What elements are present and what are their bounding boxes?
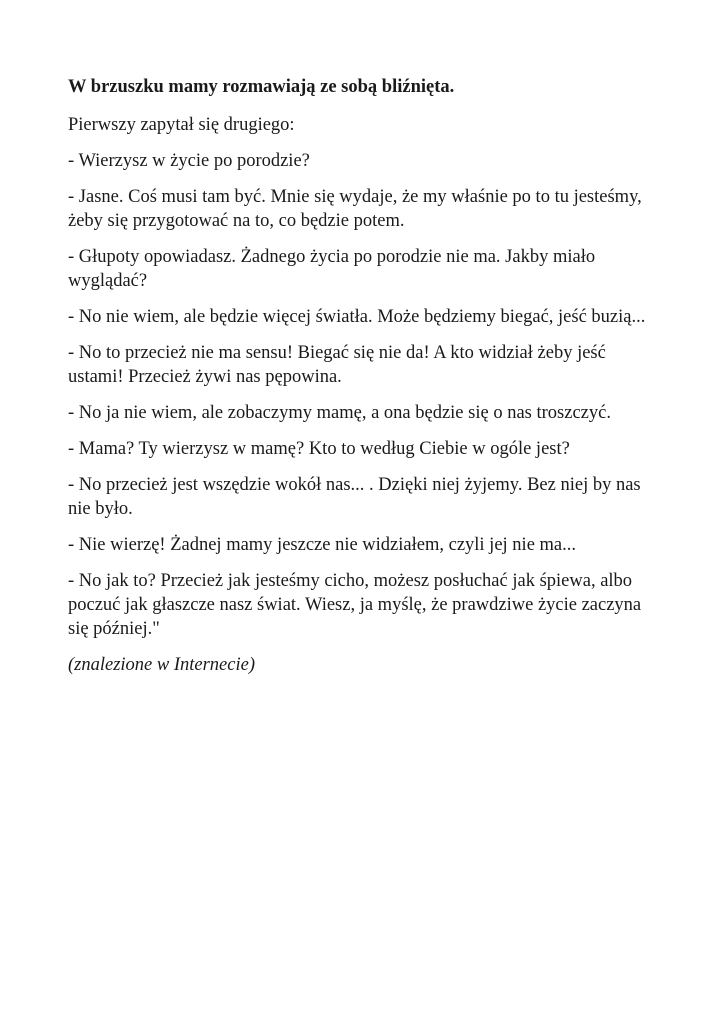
paragraph: - No jak to? Przecież jak jesteśmy cicho, możesz posłuchać jak śpiewa, albo poczuć jak głaszcze nasz świat. Wiesz, ja myślę, że prawdziwe życie zaczyna się później." <box>68 571 642 639</box>
paragraph: - Wierzysz w życie po porodzie? <box>68 151 310 171</box>
paragraph: - No ja nie wiem, ale zobaczymy mamę, a ona będzie się o nas troszczyć. <box>68 403 611 423</box>
document-title: W brzuszku mamy rozmawiają ze sobą bliźnięta. <box>68 77 455 97</box>
paragraph: - Mama? Ty wierzysz w mamę? Kto to według Ciebie w ogóle jest? <box>68 439 570 459</box>
paragraph: - No to przecież nie ma sensu! Biegać się nie da! A kto widział żeby jeść ustami! Przecież żywi nas pępowina. <box>68 343 606 387</box>
paragraph: - Nie wierzę! Żadnej mamy jeszcze nie widziałem, czyli jej nie ma... <box>68 535 577 555</box>
paragraph: - No przecież jest wszędzie wokół nas... . Dzięki niej żyjemy. Bez niej by nas nie było. <box>68 475 641 519</box>
paragraph: - Jasne. Coś musi tam być. Mnie się wydaje, że my właśnie po to tu jesteśmy, żeby się przygotować na to, co będzie potem. <box>68 187 642 231</box>
document-body <box>68 75 658 677</box>
paragraph: - Głupoty opowiadasz. Żadnego życia po porodzie nie ma. Jakby miało wyglądać? <box>68 247 596 291</box>
paragraph: - No nie wiem, ale będzie więcej światła. Może będziemy biegać, jeść buzią... <box>68 307 646 327</box>
paragraph: Pierwszy zapytał się drugiego: <box>68 115 295 135</box>
source-note: (znalezione w Internecie) <box>68 655 255 675</box>
